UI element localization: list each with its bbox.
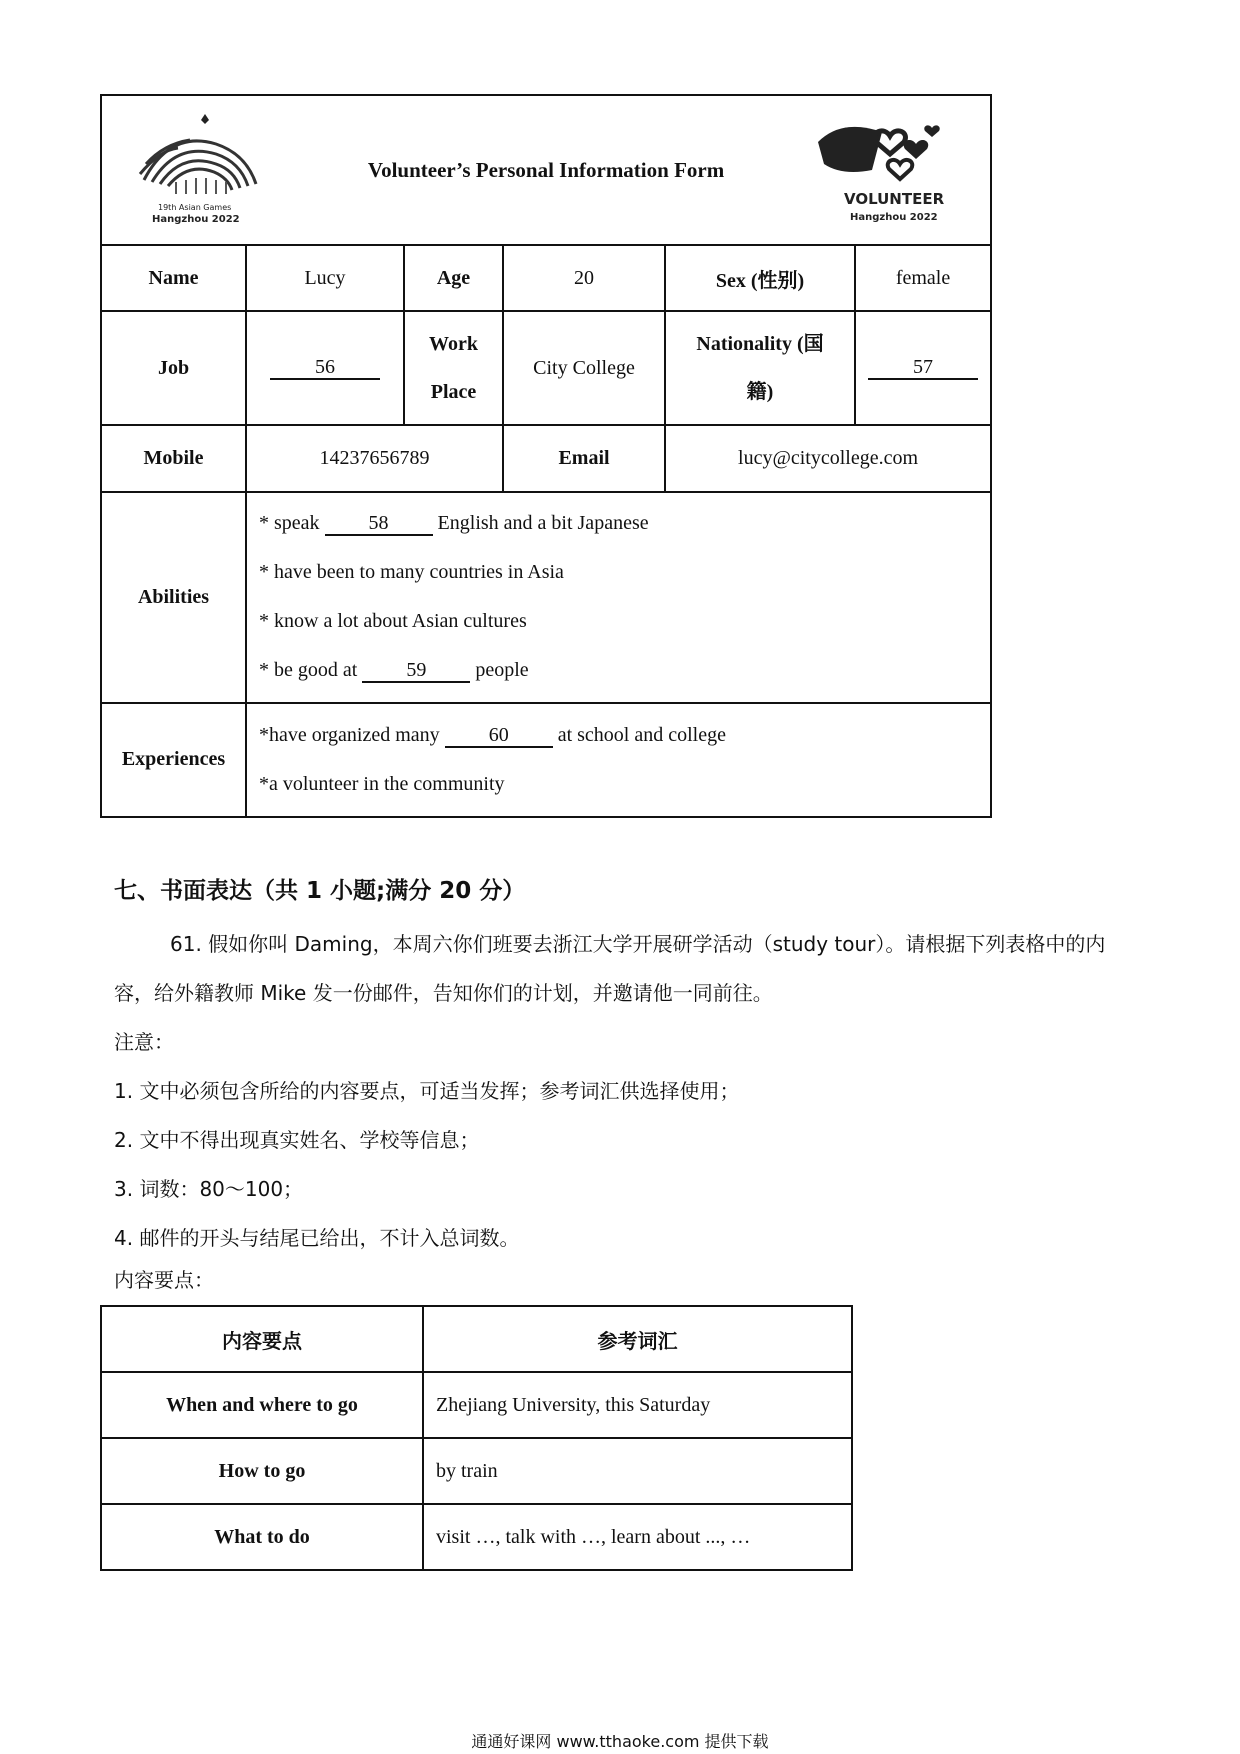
sex-value: female (855, 245, 991, 311)
experiences-list (246, 703, 991, 817)
job-blank: 56 (270, 356, 380, 380)
ability-1-blank: 58 (325, 512, 433, 536)
experiences-label: Experiences (101, 703, 246, 817)
volunteer-logo (812, 114, 962, 228)
question-line-1: 61. 假如你叫 Daming，本周六你们班要去浙江大学开展研学活动（study tour）。请根据下列表格中的内 (170, 932, 1106, 956)
note-item: 3. 词数：80～100； (114, 1177, 304, 1201)
table-row (101, 1372, 852, 1438)
table-cell: by train (423, 1438, 852, 1504)
experience-item: *a volunteer in the community (259, 772, 505, 795)
asian-games-logo (130, 110, 270, 228)
footer: 通通好课网 www.tthaoke.com 提供下载 (471, 1732, 769, 1751)
workplace-label-line2: Place (430, 381, 477, 404)
sex-label: Sex (性别) (665, 245, 855, 311)
mobile-label: Mobile (101, 425, 246, 491)
form-title: Volunteer’s Personal Information Form (367, 157, 725, 182)
experience-1-pre: *have organized many (259, 723, 440, 746)
note-item: 2. 文中不得出现真实姓名、学校等信息； (114, 1128, 480, 1152)
workplace-label (404, 311, 503, 425)
note-item: 4. 邮件的开头与结尾已给出，不计入总词数。 (114, 1226, 520, 1250)
logo-right-line2: Hangzhou 2022 (850, 212, 938, 223)
nationality-cell (855, 311, 991, 425)
ability-4-post: people (475, 659, 529, 682)
logo-right-line1: VOLUNTEER (844, 190, 945, 208)
name-value: Lucy (246, 245, 404, 311)
ability-4-blank: 59 (362, 659, 470, 683)
form-header (101, 95, 991, 245)
nationality-label-line1: Nationality (国 (696, 333, 824, 356)
content-points-table (100, 1305, 853, 1571)
abilities-list (246, 492, 991, 703)
workplace-label-line1: Work (429, 333, 478, 356)
experience-item (259, 711, 990, 760)
email-label: Email (503, 425, 665, 491)
ability-item: * know a lot about Asian cultures (259, 610, 527, 633)
logo-left-line1: 19th Asian Games (158, 203, 232, 212)
age-value: 20 (503, 245, 665, 311)
table-cell: Zhejiang University, this Saturday (423, 1372, 852, 1438)
workplace-value: City College (503, 311, 665, 425)
ability-4-pre: * be good at (259, 659, 358, 682)
ability-item (259, 646, 990, 695)
table-cell: What to do (101, 1504, 423, 1570)
email-value: lucy@citycollege.com (665, 425, 991, 491)
section-title: 七、书面表达（共 1 小题;满分 20 分） (114, 878, 526, 904)
job-label: Job (101, 311, 246, 425)
experience-1-blank: 60 (445, 724, 553, 748)
table-cell: When and where to go (101, 1372, 423, 1438)
name-label: Name (101, 245, 246, 311)
table-row (101, 1504, 852, 1570)
ability-item: * have been to many countries in Asia (259, 561, 564, 584)
table-cell: How to go (101, 1438, 423, 1504)
ability-item (259, 499, 990, 548)
abilities-label: Abilities (101, 492, 246, 703)
table-header: 内容要点 (101, 1306, 423, 1372)
ability-1-pre: * speak (259, 512, 320, 535)
table-header: 参考词汇 (423, 1306, 852, 1372)
points-label: 内容要点： (114, 1268, 214, 1292)
volunteer-info-form (100, 94, 992, 818)
experience-1-post: at school and college (557, 723, 726, 746)
nationality-blank: 57 (868, 356, 978, 380)
note-label: 注意： (114, 1030, 174, 1054)
mobile-value: 14237656789 (246, 425, 503, 491)
table-cell: visit …, talk with …, learn about ..., … (423, 1504, 852, 1570)
age-label: Age (404, 245, 503, 311)
ability-1-post: English and a bit Japanese (437, 512, 649, 535)
job-cell (246, 311, 404, 425)
table-row (101, 1438, 852, 1504)
question-line-2: 容，给外籍教师 Mike 发一份邮件，告知你们的计划，并邀请他一同前往。 (114, 981, 773, 1005)
nationality-label-line2: 籍) (746, 381, 774, 404)
note-item: 1. 文中必须包含所给的内容要点，可适当发挥；参考词汇供选择使用； (114, 1079, 740, 1103)
nationality-label (665, 311, 855, 425)
logo-left-line2: Hangzhou 2022 (152, 214, 240, 225)
